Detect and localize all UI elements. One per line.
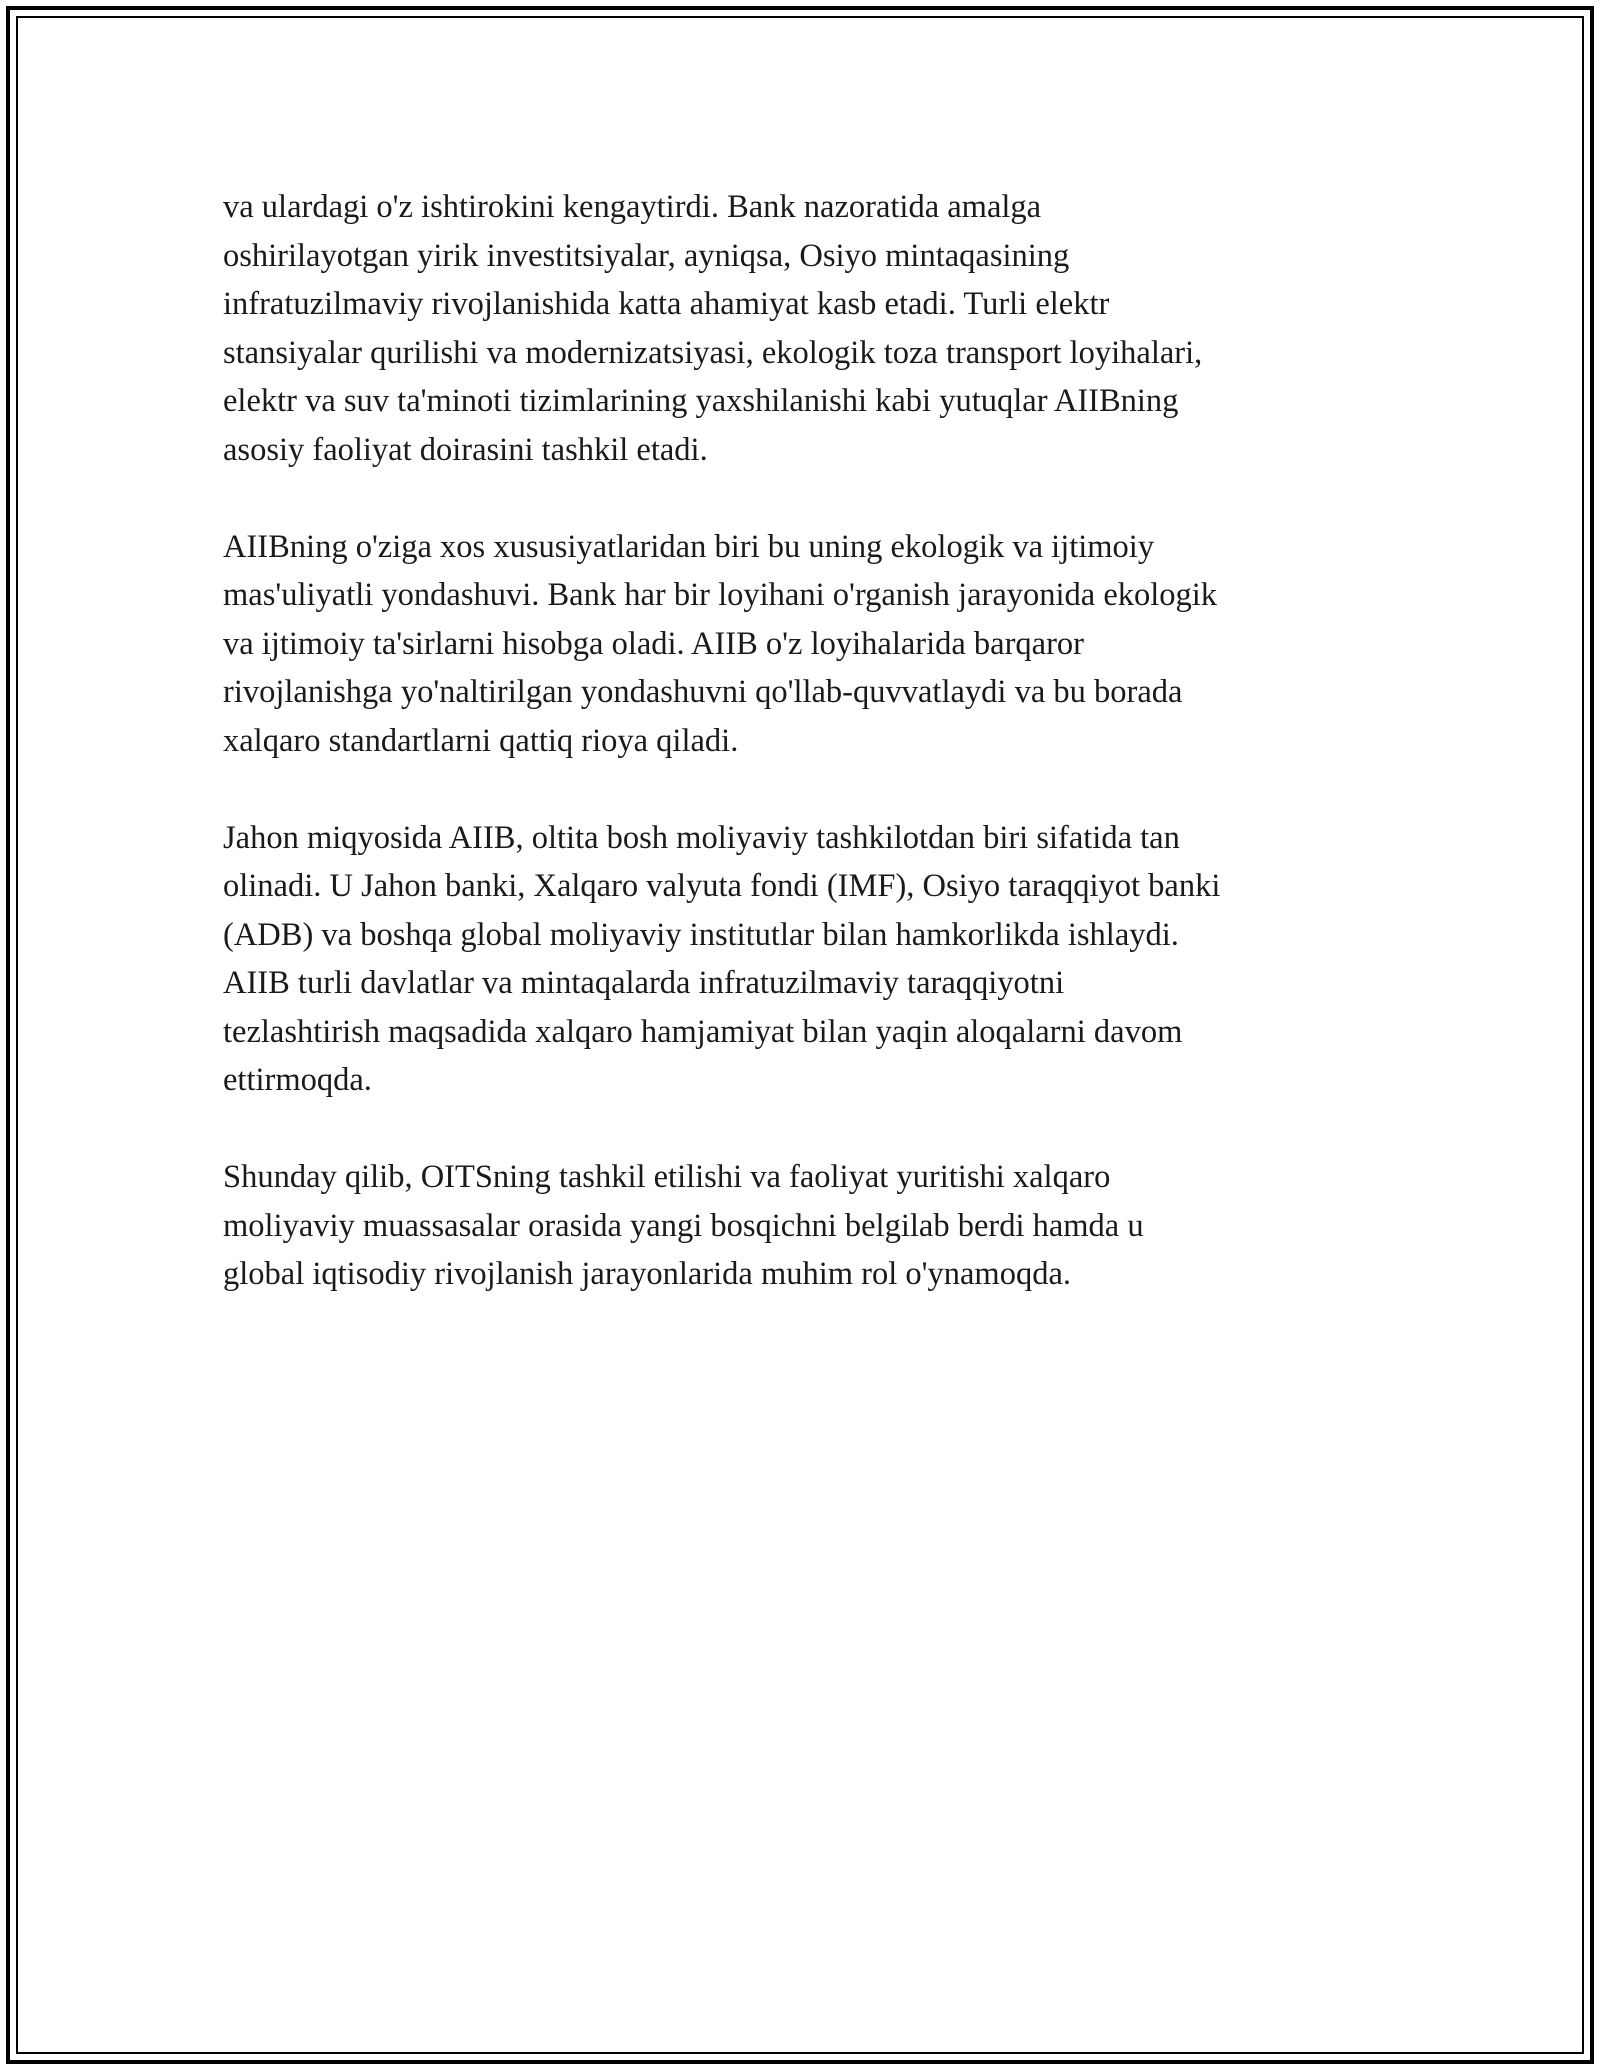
paragraph-3: Jahon miqyosida AIIB, oltita bosh moliyaviy tashkilotdan biri sifatida tan olinadi. U Jahon banki, Xalqaro valyuta fondi (IMF), Osiyo taraqqiyot banki (ADB) va boshqa global moliyaviy institutlar bilan hamkorlikda ishlaydi. AIIB turli davlatlar va mintaqalarda infratuzilmaviy taraqqiyotni tezlashtirish maqsadida xalqaro hamjamiyat bilan yaqin aloqalarni davom ettirmoqda. [223,819,1221,1098]
paragraph-2: AIIBning o'ziga xos xususiyatlaridan biri bu uning ekologik va ijtimoiy mas'uliyatli yondashuvi. Bank har bir loyihani o'rganish jarayonida ekologik va ijtimoiy ta'sirlarni hisobga oladi. AIIB o'z loyihalarida barqaror rivojlanishga yo'naltirilgan yondashuvni qo'llab-quvvatlaydi va bu borada xalqaro standartlarni qattiq rioya qiladi. [223,528,1218,759]
document-body [223,183,1373,1347]
paragraph-4: Shunday qilib, OITSning tashkil etilishi va faoliyat yuritishi xalqaro moliyaviy muassasalar orasida yangi bosqichni belgilab berdi hamda u global iqtisodiy rivojlanish jarayonlarida muhim rol o'ynamoqda. [223,1159,1144,1292]
paragraph-1: va ulardagi o'z ishtirokini kengaytirdi. Bank nazoratida amalga oshirilayotgan yirik investitsiyalar, ayniqsa, Osiyo mintaqasining infratuzilmaviy rivojlanishida katta ahamiyat kasb etadi. Turli elektr stansiyalar qurilishi va modernizatsiyasi, ekologik toza transport loyihalari, elektr va suv ta'minoti tizimlarining yaxshilanishi kabi yutuqlar AIIBning asosiy faoliyat doirasini tashkil etadi. [223,189,1203,468]
